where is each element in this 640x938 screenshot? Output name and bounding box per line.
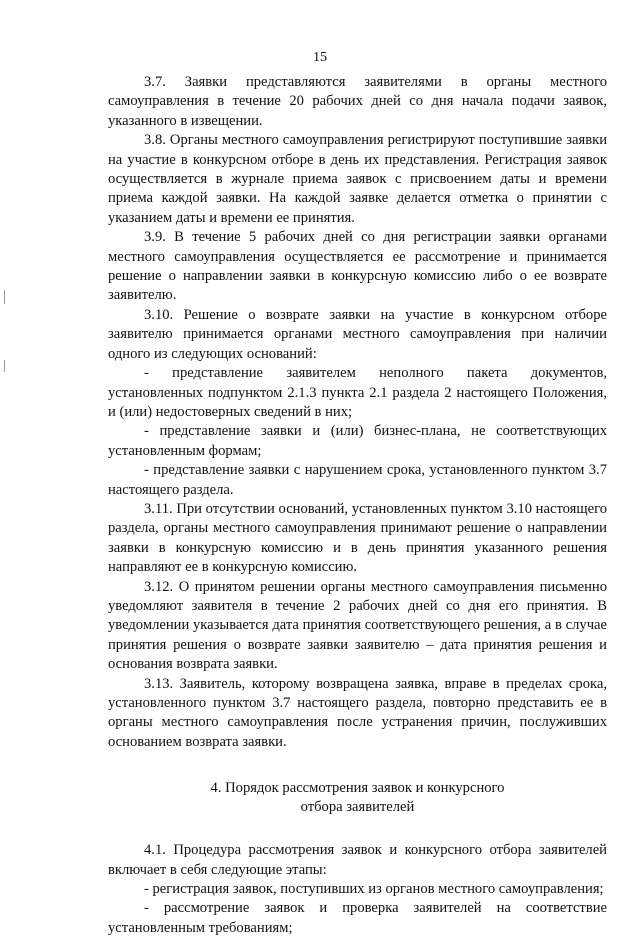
scan-artifact-mark: [4, 290, 5, 304]
paragraph-4-1: 4.1. Процедура рассмотрения заявок и конкурсного отбора заявителей включает в себя следующие этапы:: [108, 842, 607, 878]
list-item-review-and-check: - рассмотрение заявок и проверка заявителей на соответствие установленным требованиям;: [108, 900, 607, 936]
paragraph-3-12: 3.12. О принятом решении органы местного самоуправления письменно уведомляют заявителя в течение 2 рабочих дней со дня его принятия. В уведомлении указывается дата принятия соответствующего решения, а в случае принятия решения о возврате заявки заявителю – дата принятия решения и основания возврата заявки.: [108, 578, 607, 673]
section-heading-line: отбора заявителей: [300, 799, 415, 816]
document-body: [108, 73, 607, 938]
paragraph-3-13: 3.13. Заявитель, которому возвращена заявка, вправе в пределах срока, установленного пунктом 3.7 настоящего раздела, повторно представить ее в органы местного самоуправления после устранения причин, послуживших основанием возврата заявки.: [108, 675, 607, 750]
paragraph-3-8: 3.8. Органы местного самоуправления регистрируют поступившие заявки на участие в конкурсном отборе в день их представления. Регистрация заявок осуществляется в журнале приема заявок с присвоением даты и времени приема каждой заявки. На каждой заявке делается отметка о принятии с указанием даты и времени ее принятия.: [108, 132, 607, 226]
page-number: 15: [313, 50, 327, 65]
paragraph-3-7: 3.7. Заявки представляются заявителями в органы местного самоуправления в течение 20 рабочих дней со дня начала подачи заявок, указанного в извещении.: [108, 74, 607, 129]
list-item-registration: - регистрация заявок, поступивших из органов местного самоуправления;: [144, 881, 604, 898]
section-4-heading: [108, 779, 607, 817]
paragraph-3-9: 3.9. В течение 5 рабочих дней со дня регистрации заявки органами местного самоуправления осуществляется ее рассмотрение и принимается решение о направлении заявки в конкурсную комиссию либо о ее возврате заявителю.: [108, 229, 607, 304]
section-heading-line: 4. Порядок рассмотрения заявок и конкурсного: [210, 780, 505, 797]
list-item-nonconforming-forms: - представление заявки и (или) бизнес-плана, не соответствующих установленным формам;: [108, 423, 607, 459]
scan-artifact-mark: [4, 360, 5, 372]
paragraph-3-10: 3.10. Решение о возврате заявки на участие в конкурсном отборе заявителю принимается органами местного самоуправления при наличии одного из следующих оснований:: [108, 306, 607, 362]
list-item-incomplete-documents: - представление заявителем неполного пакета документов, установленных подпунктом 2.1.3 пункта 2.1 раздела 2 настоящего Положения, и (или) недостоверных сведений в них;: [108, 365, 607, 420]
paragraph-3-11: 3.11. При отсутствии оснований, установленных пунктом 3.10 настоящего раздела, органы местного самоуправления принимают решение о направлении заявки в конкурсную комиссию и в день принятия указанного решения направляют ее в конкурсную комиссию.: [108, 500, 607, 576]
list-item-late-submission: - представление заявки с нарушением срока, установленного пунктом 3.7 настоящего раздела.: [108, 462, 607, 498]
